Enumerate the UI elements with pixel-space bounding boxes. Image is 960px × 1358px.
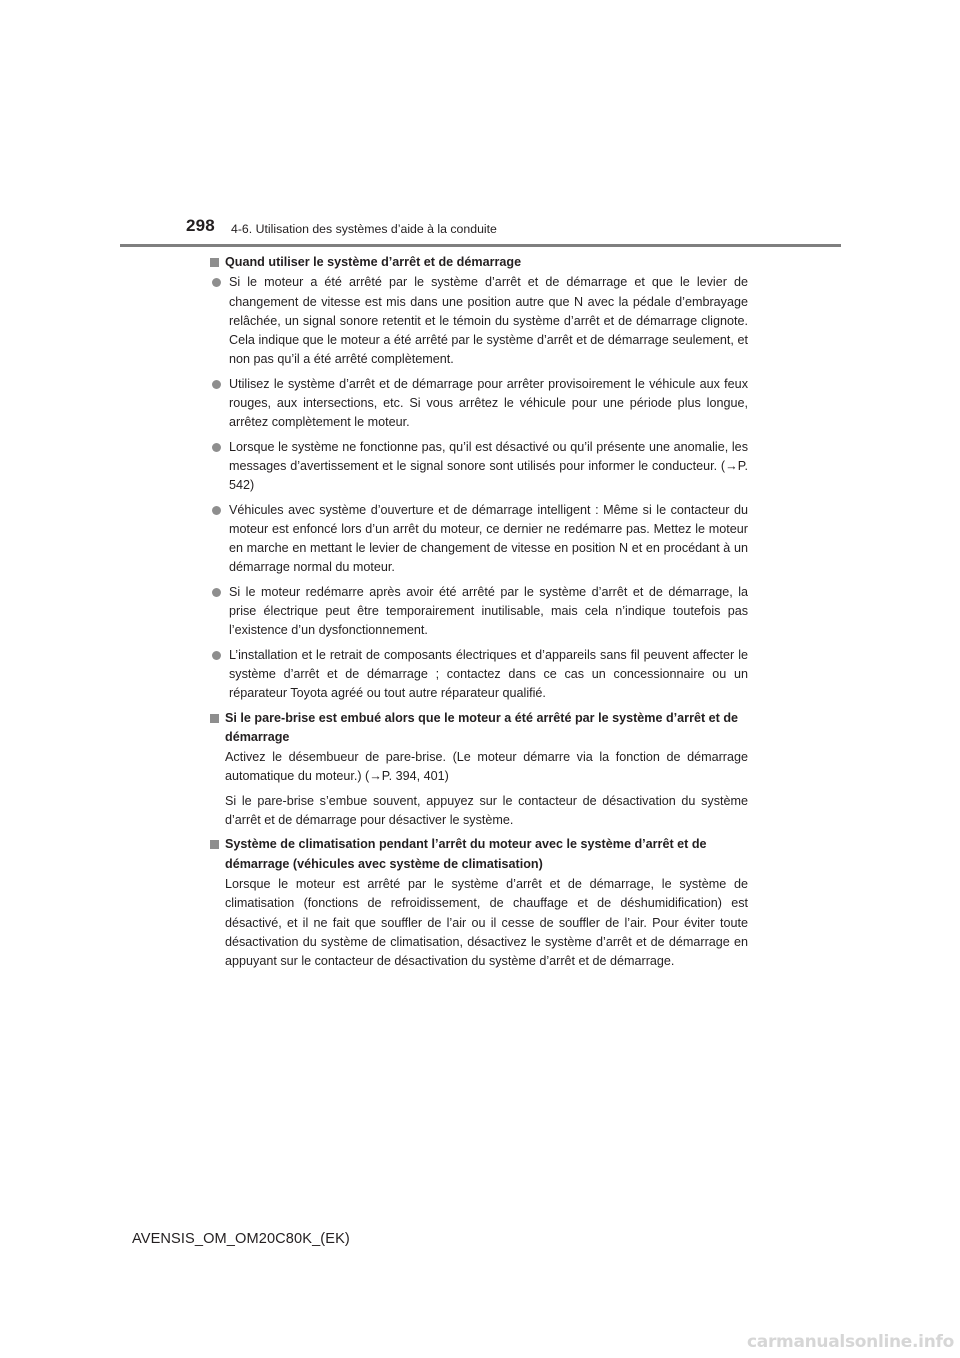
list-item-text: Véhicules avec système d’ouverture et de démarrage intelligent : Même si le contacteur du moteur est enfoncé lors d’un arrêt du moteur, ce dernier ne redémarre pas. Mettez le moteur en marche en mettant le levier de changement de vitesse en position N et en procédant à un démarrage normal du moteur.	[229, 502, 748, 575]
square-bullet-icon	[210, 840, 219, 849]
paragraph: Si le pare-brise s’embue souvent, appuyez sur le contacteur de désactivation du système d’arrêt et de démarrage pour désactiver le système.	[225, 793, 748, 828]
section-heading	[210, 253, 748, 272]
page-number: 298	[186, 216, 215, 235]
section-when-to-use	[210, 253, 748, 704]
round-bullet-icon	[212, 588, 221, 597]
round-bullet-icon	[212, 651, 221, 660]
list-item-text: L’installation et le retrait de composants électriques et d’appareils sans fil peuvent affecter le système d’arrêt et de démarrage ; contactez dans ce cas un concessionnaire ou un réparateur Toyota agréé ou tout autre réparateur qualifié.	[229, 647, 748, 701]
page-content	[210, 253, 748, 976]
list-item	[210, 438, 748, 496]
watermark: carmanualsonline.info	[747, 1332, 954, 1352]
list-item-text: Si le moteur redémarre après avoir été arrêté par le système d’arrêt et de démarrage, la prise électrique peut être temporairement inutilisable, mais cela n’indique toutefois pas l’existence d’un dysfonctionnement.	[229, 584, 748, 638]
square-bullet-icon	[210, 258, 219, 267]
section-heading-text: Si le pare-brise est embué alors que le moteur a été arrêté par le système d’arrêt et de démarrage	[225, 710, 739, 744]
list-item-text: Lorsque le système ne fonctionne pas, qu’il est désactivé ou qu’il présente une anomalie, les messages d’avertissement et le signal sonore sont utilisés pour informer le conducteur. (→P. 542)	[229, 439, 748, 493]
header-divider	[120, 244, 841, 247]
paragraph: Lorsque le moteur est arrêté par le système d’arrêt et de démarrage, le système de climatisation (fonctions de refroidissement, de chauffage et de déshumidification) est désactivé, et il ne fait que souffler de l’air ou il cesse de souffler de l’air. Pour éviter toute désactivation du système de climatisation, désactivez le système d’arrêt et de démarrage en appuyant sur le contacteur de désactivation du système d’arrêt et de démarrage.	[225, 876, 748, 969]
document-code: AVENSIS_OM_OM20C80K_(EK)	[132, 1231, 350, 1247]
round-bullet-icon	[212, 278, 221, 287]
section-heading-text: Quand utiliser le système d’arrêt et de démarrage	[225, 255, 522, 269]
list-item	[210, 375, 748, 433]
list-item	[210, 273, 748, 369]
round-bullet-icon	[212, 380, 221, 389]
list-item	[210, 501, 748, 578]
round-bullet-icon	[212, 443, 221, 452]
section-heading-text: Système de climatisation pendant l’arrêt du moteur avec le système d’arrêt et de démarrage (véhicules avec système de climatisation)	[225, 837, 707, 871]
section-air-conditioning	[210, 835, 748, 971]
section-heading	[210, 709, 748, 748]
square-bullet-icon	[210, 714, 219, 723]
section-fogged-windshield	[210, 709, 748, 831]
section-heading	[210, 835, 748, 874]
list-item	[210, 646, 748, 704]
list-item	[210, 583, 748, 641]
paragraph: Activez le désembueur de pare-brise. (Le moteur démarre via la fonction de démarrage automatique du moteur.) (→P. 394, 401)	[225, 750, 748, 784]
section-title: 4-6. Utilisation des systèmes d’aide à la conduite	[231, 222, 497, 236]
round-bullet-icon	[212, 506, 221, 515]
list-item-text: Utilisez le système d’arrêt et de démarrage pour arrêter provisoirement le véhicule aux feux rouges, aux intersections, etc. Si vous arrêtez le véhicule pour une période plus longue, arrêtez complètement le moteur.	[229, 376, 748, 430]
list-item-text: Si le moteur a été arrêté par le système d’arrêt et de démarrage et que le levier de changement de vitesse est mis dans une position autre que N avec la pédale d’embrayage relâchée, un signal sonore retentit et le témoin du système d’arrêt et de démarrage clignote. Cela indique que le moteur a été arrêté par le système d’arrêt et de démarrage seulement, et non pas qu’il a été arrêté complètement.	[229, 275, 748, 367]
